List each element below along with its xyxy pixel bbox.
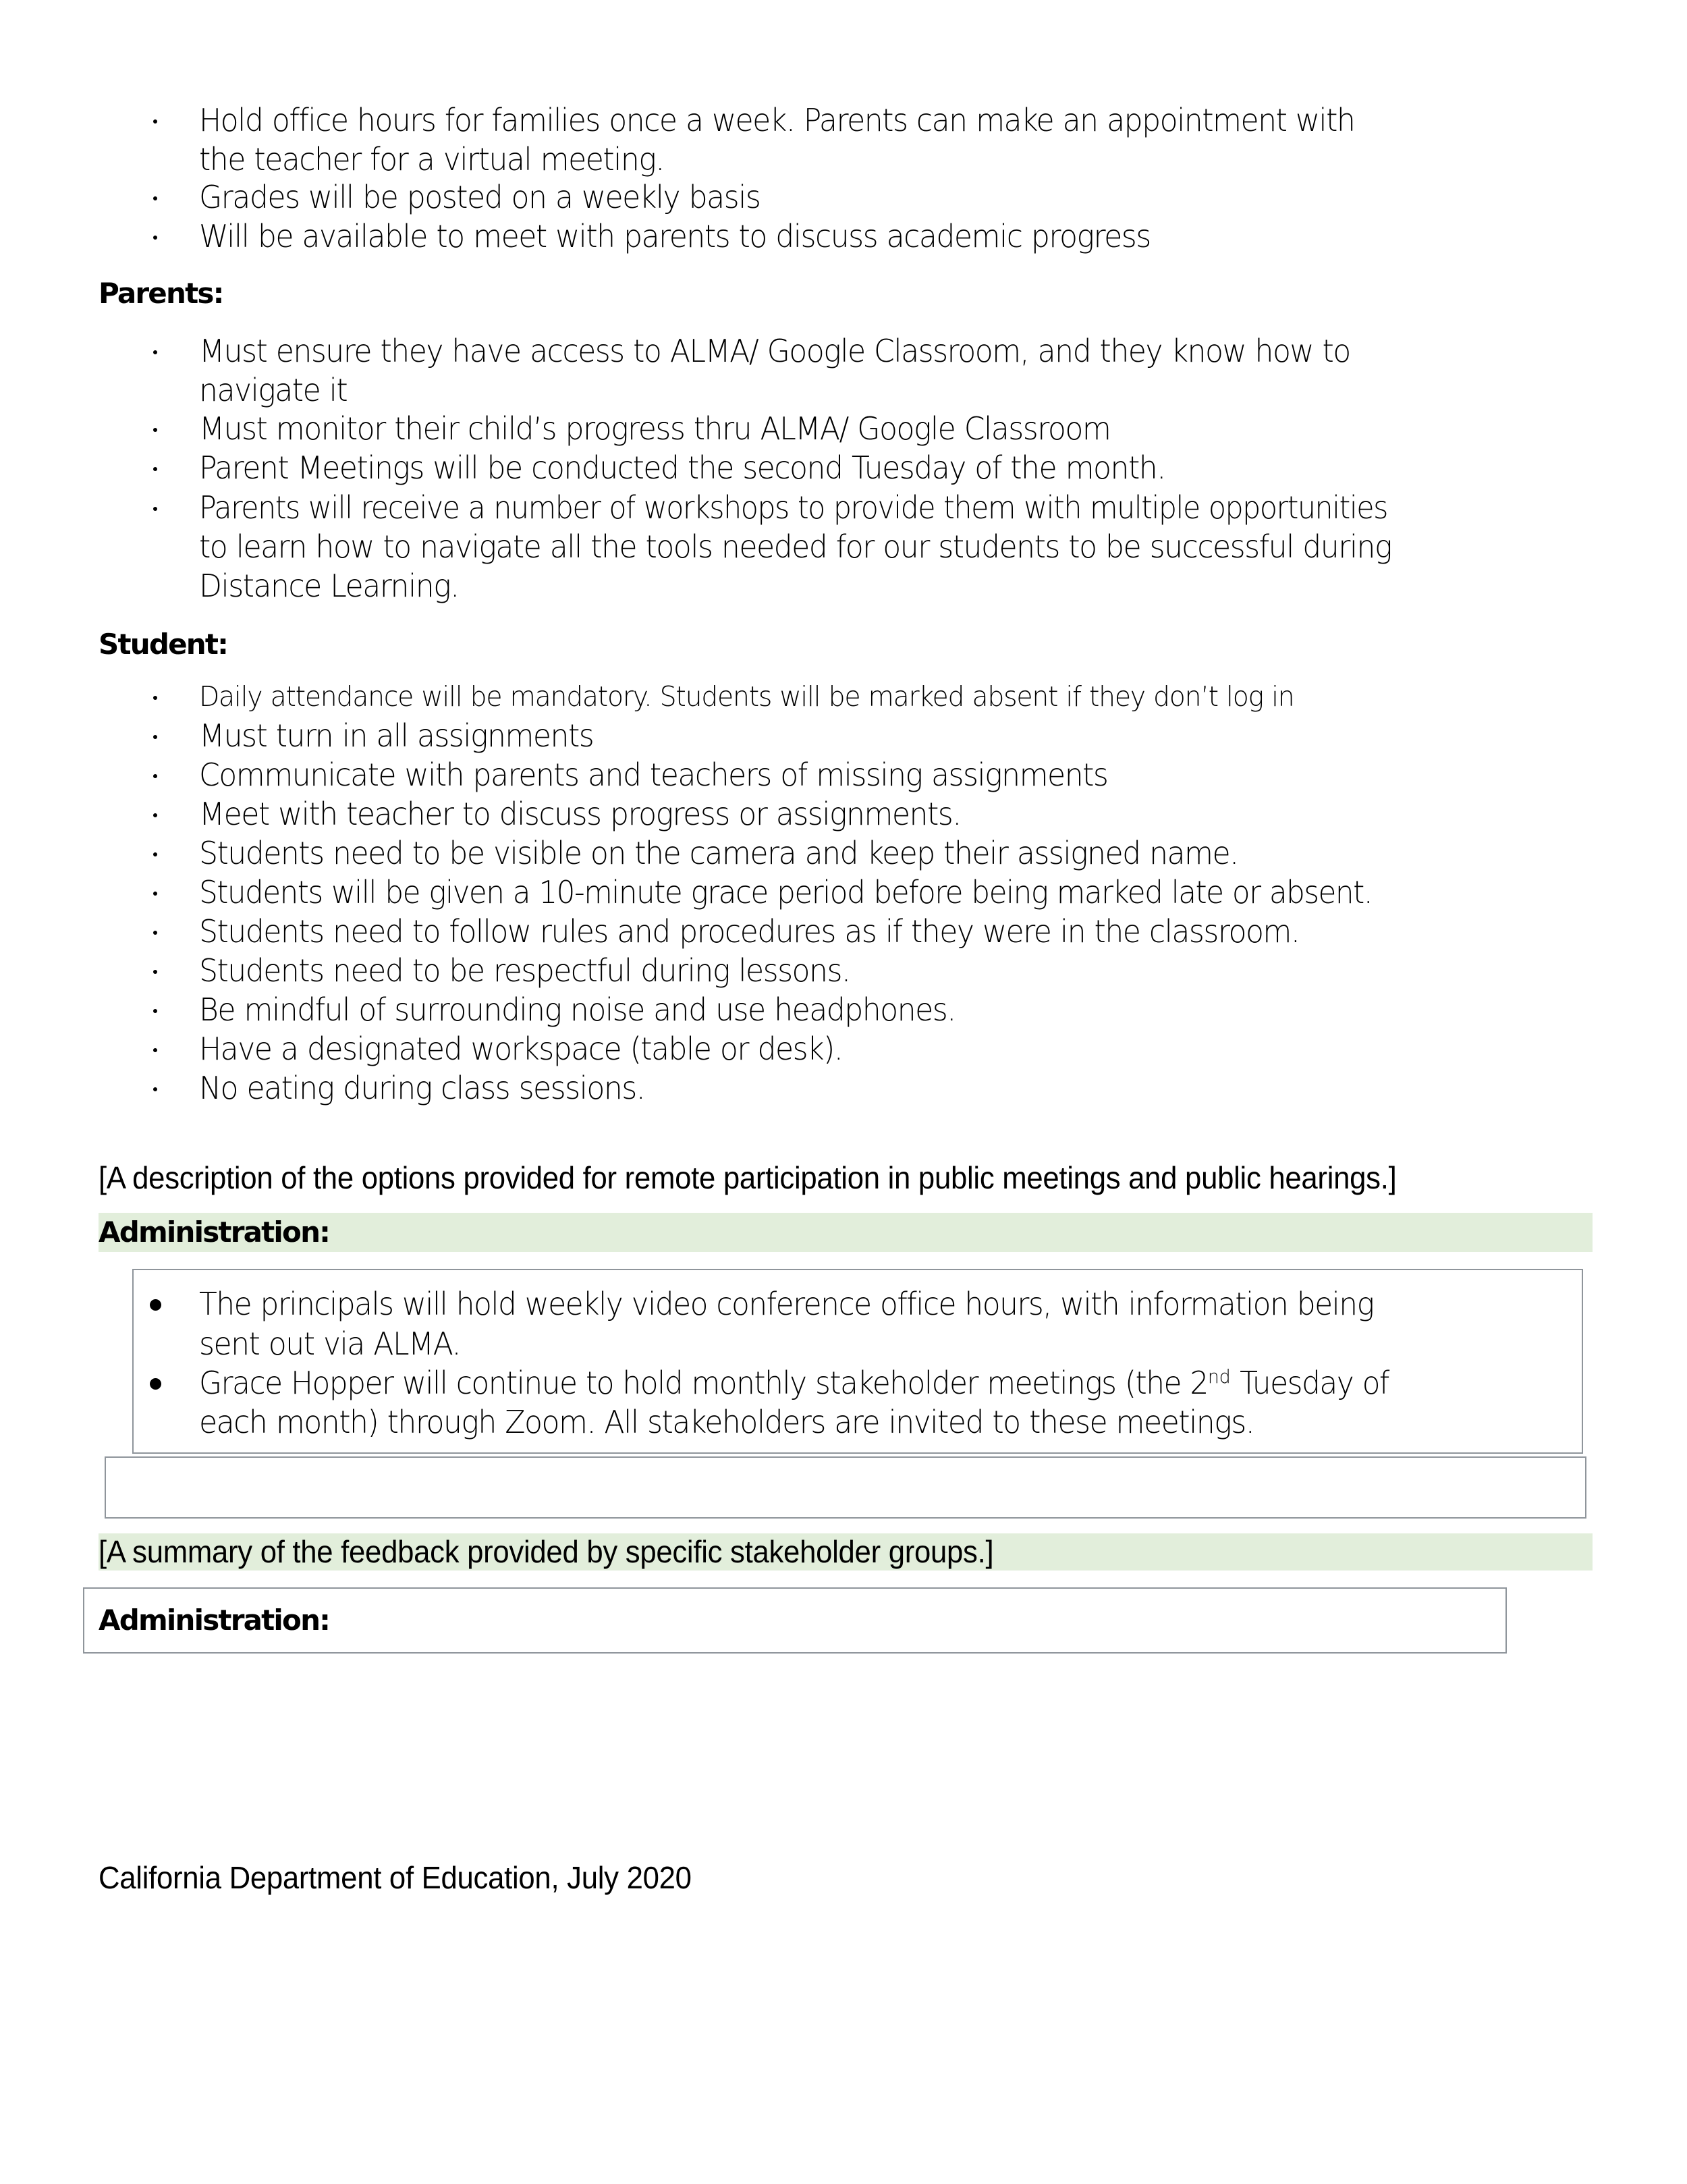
administration-heading: Administration: bbox=[99, 1216, 330, 1249]
list-item-text: Distance Learning. bbox=[199, 568, 459, 604]
list-item-text: the teacher for a virtual meeting. bbox=[199, 141, 664, 178]
list-item-text: each month) through Zoom. All stakeholders are invited to these meetings. bbox=[199, 1404, 1254, 1440]
list-item-text: Grades will be posted on a weekly basis bbox=[199, 179, 760, 215]
list-item-text: The principals will hold weekly video conference office hours, with information being bbox=[199, 1286, 1374, 1322]
list-item-text: Have a designated workspace (table or desk). bbox=[199, 1031, 843, 1067]
list-item-continuation bbox=[0, 527, 1687, 566]
bullet-icon bbox=[148, 409, 162, 448]
list-item bbox=[0, 409, 1687, 448]
list-item-continuation bbox=[0, 1402, 1687, 1442]
list-item bbox=[0, 834, 1687, 873]
list-item bbox=[0, 331, 1687, 371]
bullet-icon bbox=[148, 331, 162, 371]
list-item-text: Will be available to meet with parents to discuss academic progress bbox=[199, 218, 1151, 254]
list-item-text: Daily attendance will be mandatory. Students will be marked absent if they don’t log in bbox=[199, 680, 1294, 713]
bullet-icon bbox=[148, 488, 162, 527]
list-item-text: Be mindful of surrounding noise and use headphones. bbox=[199, 991, 956, 1028]
list-item bbox=[0, 794, 1687, 834]
bullet-icon bbox=[148, 1068, 162, 1108]
bullet-icon bbox=[148, 101, 162, 140]
list-item-text: Meet with teacher to discuss progress or assignments. bbox=[199, 796, 961, 832]
list-item-text: Students need to be visible on the camera and keep their assigned name. bbox=[199, 835, 1238, 871]
list-item bbox=[0, 1068, 1687, 1108]
list-item bbox=[0, 990, 1687, 1029]
bullet-icon bbox=[148, 873, 162, 912]
list-item bbox=[0, 1363, 1687, 1402]
bullet-icon bbox=[148, 448, 162, 487]
list-item bbox=[0, 873, 1687, 912]
list-item bbox=[0, 912, 1687, 951]
stakeholder-feedback-prompt: [A summary of the feedback provided by specific stakeholder groups.] bbox=[99, 1534, 994, 1569]
remote-participation-prompt: [A description of the options provided for remote participation in public meetings and public hearings.] bbox=[99, 1160, 1397, 1195]
list-item-text: Grace Hopper will continue to hold monthly stakeholder meetings (the 2nd Tuesday of bbox=[199, 1365, 1389, 1401]
bullet-icon bbox=[148, 677, 162, 716]
bullet-icon bbox=[148, 794, 162, 834]
list-item bbox=[0, 488, 1687, 527]
administration-feedback-heading: Administration: bbox=[99, 1604, 330, 1637]
bullet-icon bbox=[148, 912, 162, 951]
list-item-continuation bbox=[0, 566, 1687, 605]
list-item-continuation bbox=[0, 1324, 1687, 1363]
list-item bbox=[0, 755, 1687, 794]
list-item-text: Students will be given a 10-minute grace period before being marked late or absent. bbox=[199, 874, 1373, 910]
list-item-text: Parent Meetings will be conducted the second Tuesday of the month. bbox=[199, 449, 1165, 486]
list-item-text: Communicate with parents and teachers of missing assignments bbox=[199, 757, 1108, 793]
list-item-text: Parents will receive a number of workshops to provide them with multiple opportunities bbox=[199, 489, 1387, 526]
bullet-icon bbox=[148, 716, 162, 755]
list-item bbox=[0, 951, 1687, 990]
bullet-icon bbox=[148, 1029, 162, 1068]
bullet-icon bbox=[148, 951, 162, 990]
list-item-text: Must ensure they have access to ALMA/ Google Classroom, and they know how to bbox=[199, 333, 1350, 369]
parents-heading: Parents: bbox=[99, 277, 223, 310]
list-item-continuation bbox=[0, 140, 1687, 179]
list-item bbox=[0, 101, 1687, 140]
list-item-text: to learn how to navigate all the tools needed for our students to be successful during bbox=[199, 528, 1391, 565]
list-item-text: Must monitor their child’s progress thru ALMA/ Google Classroom bbox=[199, 410, 1111, 447]
list-item bbox=[0, 677, 1687, 716]
footer-text: California Department of Education, July 2020 bbox=[99, 1860, 692, 1895]
list-item-text: Hold office hours for families once a week. Parents can make an appointment with bbox=[199, 102, 1355, 138]
bullet-icon bbox=[148, 217, 162, 256]
bullet-icon bbox=[148, 178, 162, 217]
list-item bbox=[0, 1029, 1687, 1068]
student-heading: Student: bbox=[99, 628, 228, 661]
list-item bbox=[0, 178, 1687, 217]
bullet-icon bbox=[148, 990, 162, 1029]
list-item bbox=[0, 1284, 1687, 1323]
list-item-text: Must turn in all assignments bbox=[199, 717, 594, 754]
empty-text-box[interactable] bbox=[105, 1456, 1586, 1519]
list-item bbox=[0, 448, 1687, 487]
list-item-text: Students need to be respectful during lessons. bbox=[199, 952, 850, 989]
list-item bbox=[0, 716, 1687, 755]
list-item-text: No eating during class sessions. bbox=[199, 1070, 645, 1106]
list-item-continuation bbox=[0, 371, 1687, 410]
list-item-text: sent out via ALMA. bbox=[199, 1326, 460, 1362]
list-item-text: navigate it bbox=[199, 372, 348, 408]
bullet-icon bbox=[148, 755, 162, 794]
bullet-disc-icon bbox=[148, 1363, 162, 1402]
list-item bbox=[0, 217, 1687, 256]
bullet-icon bbox=[148, 834, 162, 873]
list-item-text: Students need to follow rules and procedures as if they were in the classroom. bbox=[199, 913, 1300, 950]
bullet-disc-icon bbox=[148, 1284, 162, 1323]
